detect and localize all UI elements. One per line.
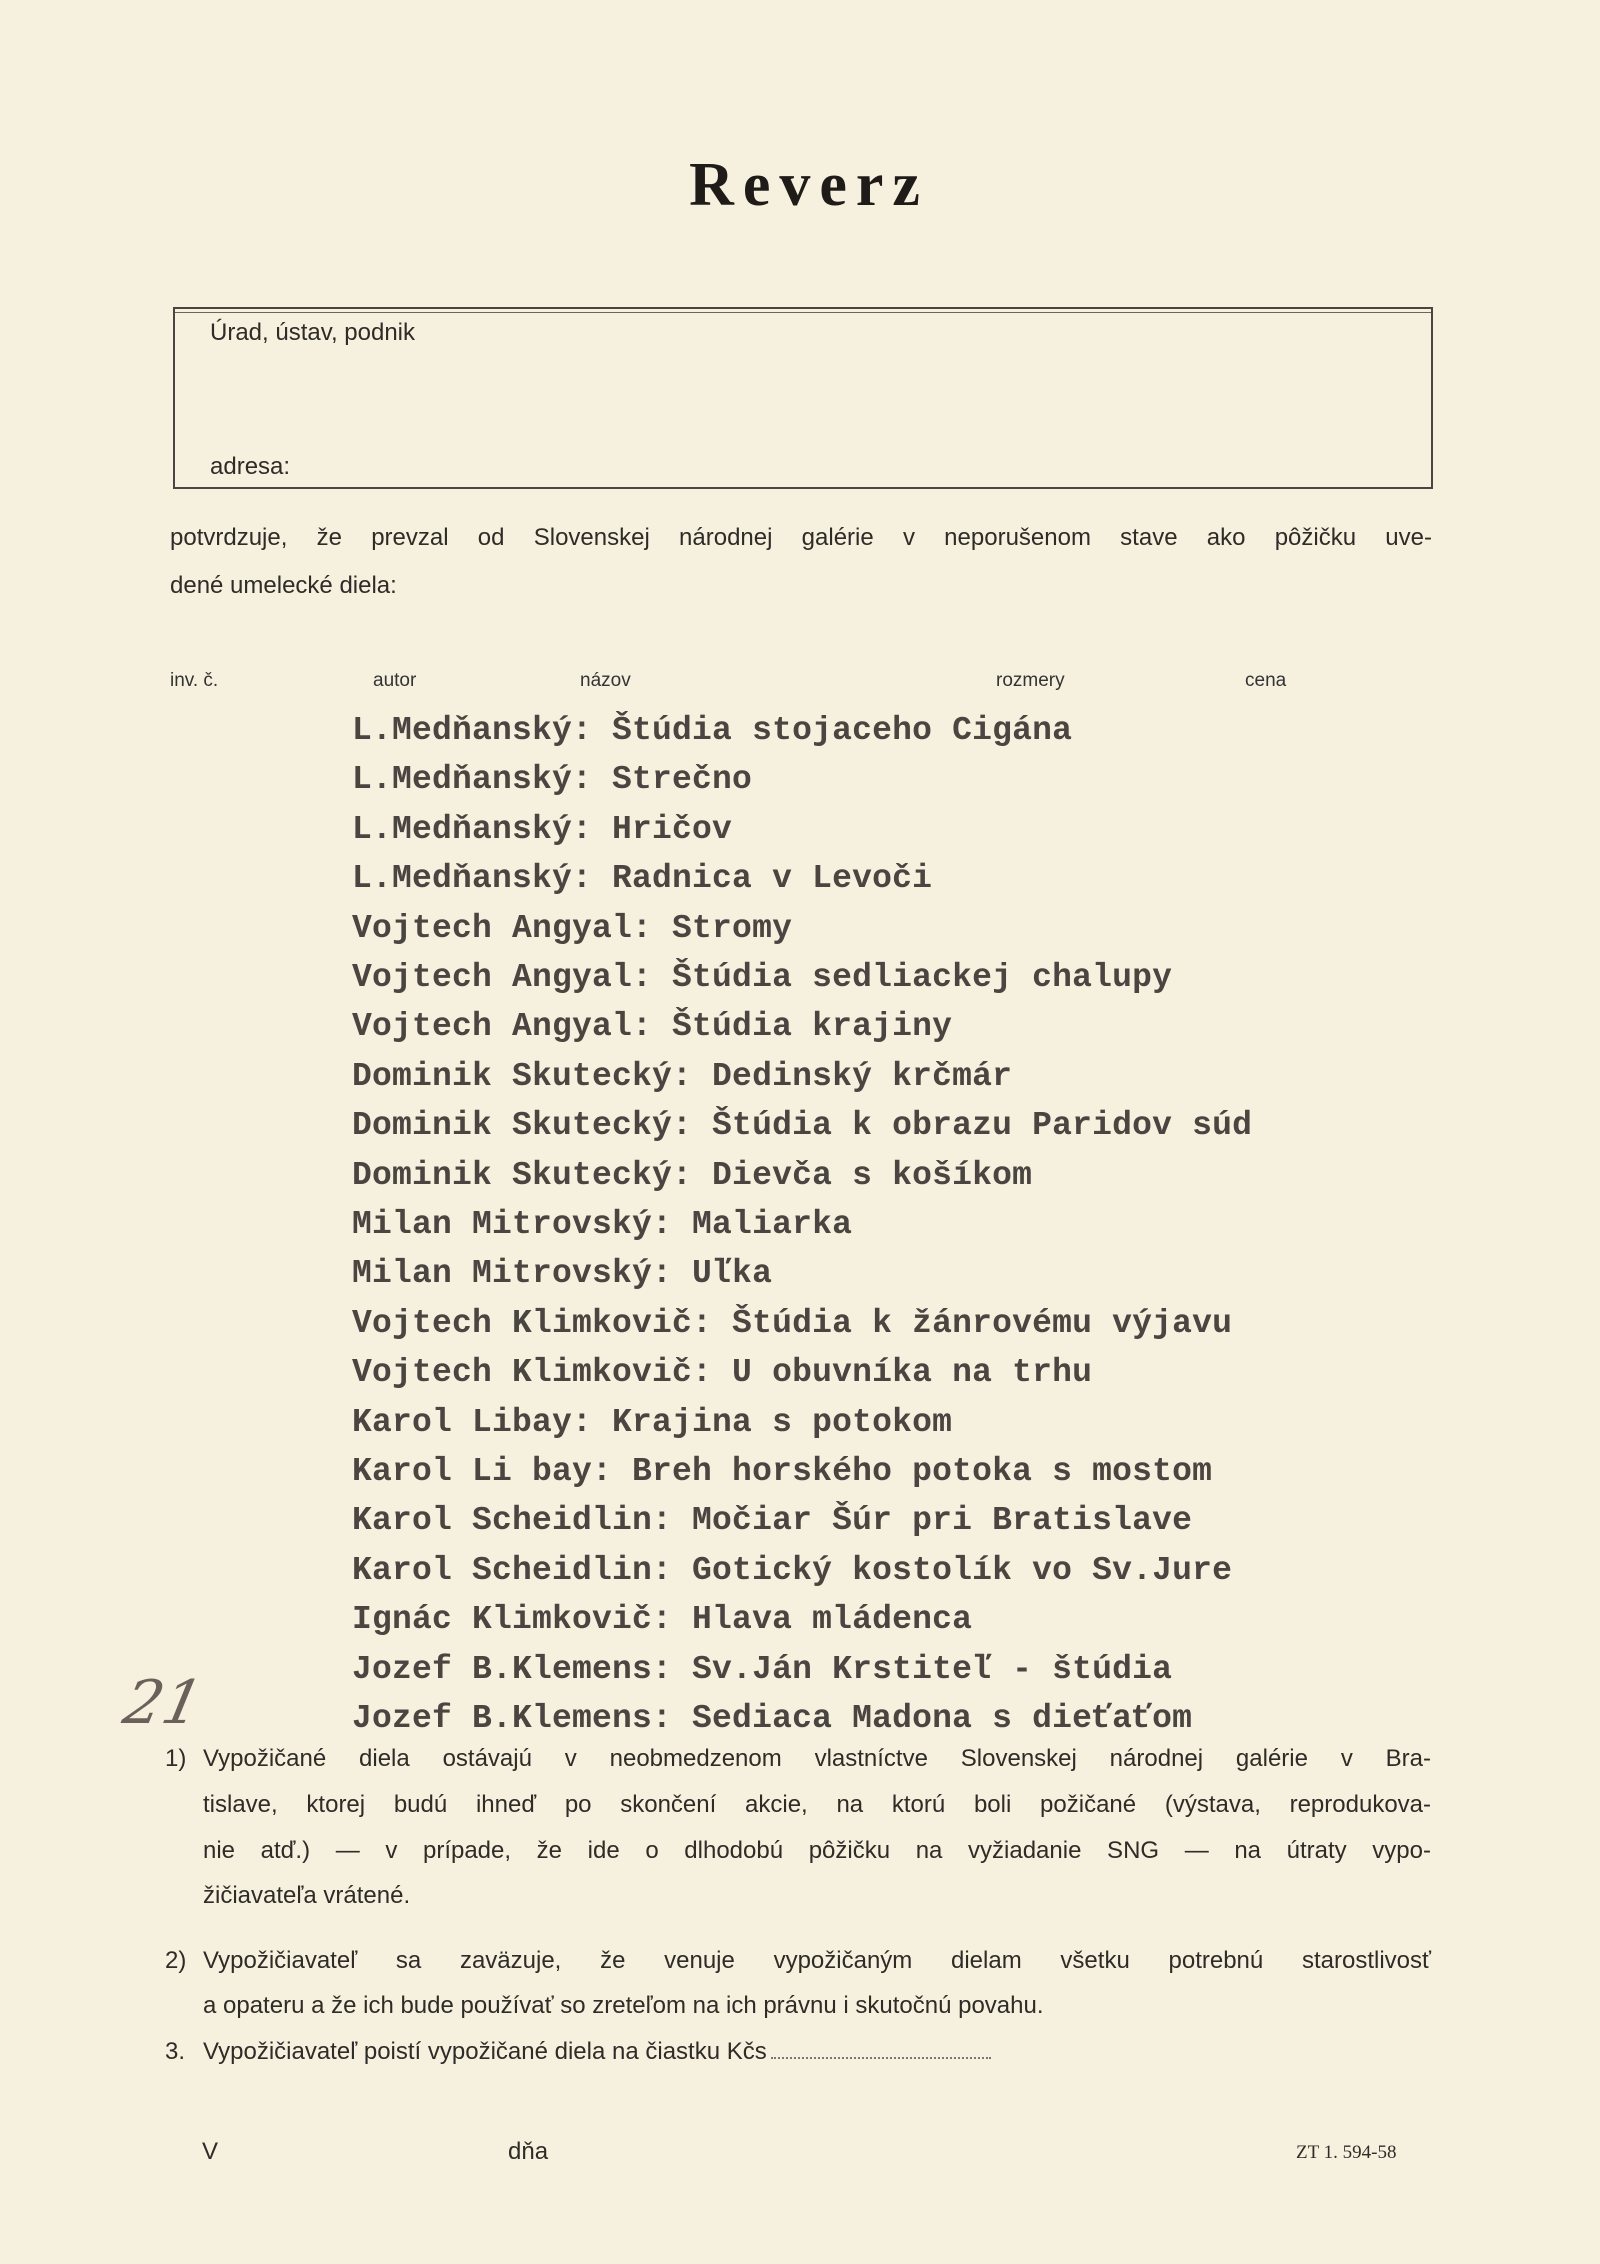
term-1-line: žičiavateľa vrátené. <box>203 1882 411 1909</box>
term-1-line: Vypožičané diela ostávajú v neobmedzenom vlastníctve Slovenskej národnej galérie v Bra- <box>203 1745 1431 1772</box>
artwork-item: Karol Libay: Krajina s potokom <box>352 1403 953 1441</box>
term-1-line: tislave, ktorej budú ihneď po skončení akcie, na ktorú boli požičané (výstava, reprodukova- <box>203 1791 1431 1818</box>
handwritten-count: 21 <box>117 1668 209 1738</box>
artwork-item: Vojtech Klimkovič: U obuvníka na trhu <box>352 1354 1093 1392</box>
artwork-item: Dominik Skutecký: Štúdia k obrazu Paridov súd <box>352 1107 1253 1145</box>
amount-blank <box>771 2039 991 2059</box>
intro-line-1: potvrdzuje, že prevzal od Slovenskej národnej galérie v neporušenom stave ako pôžičku uve- <box>170 524 1432 551</box>
place-label: V <box>202 2138 219 2165</box>
artwork-item: Jozef B.Klemens: Sv.Ján Krstiteľ - štúdia <box>352 1650 1173 1688</box>
artwork-item: Karol Scheidlin: Močiar Šúr pri Bratislave <box>352 1502 1193 1540</box>
column-author: autor <box>373 670 417 691</box>
address-label: adresa: <box>210 453 291 480</box>
artwork-item: Ignác Klimkovič: Hlava mládenca <box>352 1601 973 1639</box>
form-code: ZT 1. 594-58 <box>1296 2142 1397 2163</box>
document-title: Reverz <box>689 151 929 219</box>
artwork-item: Milan Mitrovský: Uľka <box>352 1255 773 1293</box>
borrower-box <box>173 307 1433 489</box>
column-dimensions: rozmery <box>996 670 1065 691</box>
term-2-line: a opateru a že ich bude používať so zreteľom na ich právnu i skutočnú povahu. <box>203 1992 1044 2019</box>
artwork-item: Jozef B.Klemens: Sediaca Madona s dieťaťom <box>352 1700 1193 1737</box>
artwork-item: Vojtech Angyal: Stromy <box>352 909 793 947</box>
box-double-rule <box>175 312 1431 313</box>
artwork-item: Vojtech Angyal: Štúdia sedliackej chalupy <box>352 959 1173 996</box>
artwork-item: L.Medňanský: Štúdia stojaceho Cigána <box>352 712 1073 749</box>
term-3-text: Vypožičiavateľ poistí vypožičané diela na čiastku Kčs <box>203 2038 767 2065</box>
artwork-item: Milan Mitrovský: Maliarka <box>352 1206 853 1243</box>
artwork-item: Karol Li bay: Breh horského potoka s mostom <box>352 1453 1213 1490</box>
artwork-item: Dominik Skutecký: Dedinský krčmár <box>352 1057 1013 1095</box>
artwork-item: L.Medňanský: Hričov <box>352 810 733 848</box>
term-1-line: nie atď.) — v prípade, že ide o dlhodobú pôžičku na vyžiadanie SNG — na útraty vypo- <box>203 1837 1431 1864</box>
term-3-number: 3. <box>165 2038 186 2065</box>
column-price: cena <box>1245 670 1287 691</box>
artwork-item: Vojtech Angyal: Štúdia krajiny <box>352 1008 953 1046</box>
term-3-line <box>203 2038 991 2066</box>
term-2-line: Vypožičiavateľ sa zaväzuje, že venuje vypožičaným dielam všetku potrebnú starostlivosť <box>203 1947 1431 1974</box>
column-inv: inv. č. <box>170 670 219 691</box>
artwork-item: L.Medňanský: Strečno <box>352 761 753 799</box>
organization-label: Úrad, ústav, podnik <box>210 319 415 346</box>
term-1-number: 1) <box>165 1745 187 1772</box>
term-2-number: 2) <box>165 1947 187 1974</box>
intro-line-2: dené umelecké diela: <box>170 572 397 599</box>
artwork-item: Vojtech Klimkovič: Štúdia k žánrovému výjavu <box>352 1304 1233 1342</box>
column-title: názov <box>580 670 631 691</box>
date-label: dňa <box>508 2138 549 2165</box>
artwork-item: Dominik Skutecký: Dievča s košíkom <box>352 1156 1033 1194</box>
artwork-item: Karol Scheidlin: Gotický kostolík vo Sv.Jure <box>352 1551 1233 1589</box>
artwork-item: L.Medňanský: Radnica v Levoči <box>352 860 933 898</box>
